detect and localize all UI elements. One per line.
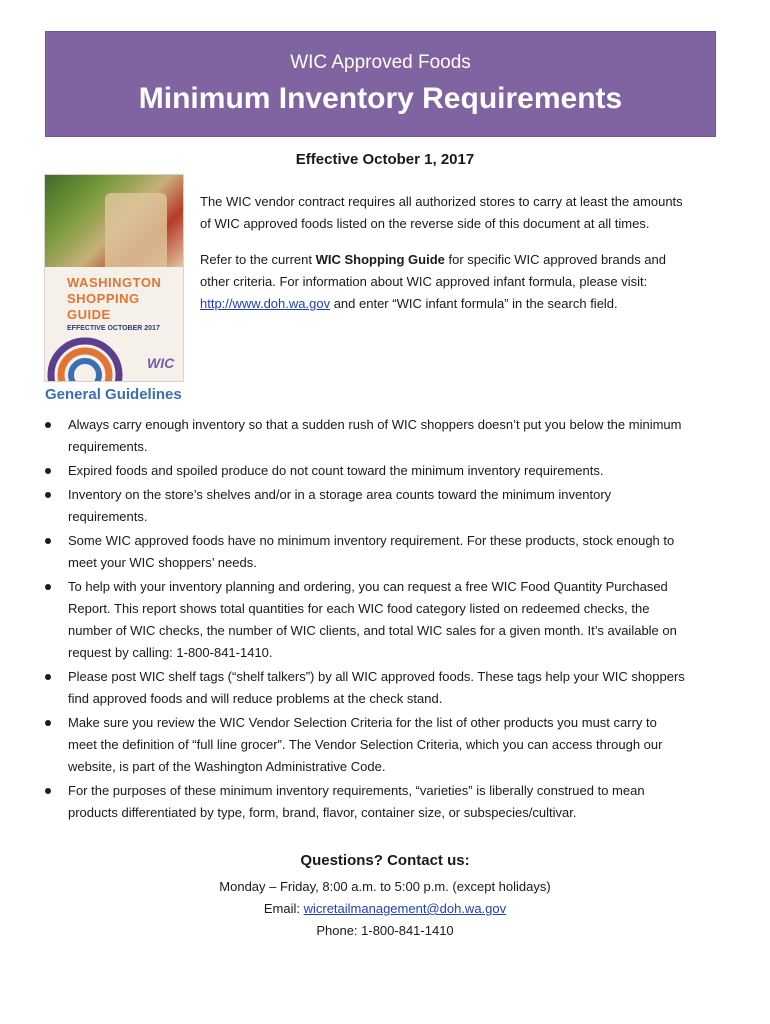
banner-title: Minimum Inventory Requirements — [138, 82, 623, 115]
cover-line-1: WASHINGTON — [67, 275, 162, 290]
list-item — [45, 666, 685, 710]
cover-line-3: GUIDE — [67, 307, 111, 322]
bullet-icon — [45, 584, 51, 590]
bullet-icon — [45, 422, 51, 428]
doh-website-link[interactable]: http://www.doh.wa.gov — [200, 296, 331, 311]
general-guidelines-heading: General Guidelines — [45, 386, 182, 403]
contact-section — [0, 850, 770, 942]
intro-paragraph-1: The WIC vendor contract requires all authorized stores to carry at least the amounts of WIC approved foods listed on the reverse side of this document at all times. — [200, 194, 683, 231]
shopping-guide-reference: WIC Shopping Guide — [315, 252, 445, 267]
bullet-icon — [45, 674, 51, 680]
phone-line: Phone: 1-800-841-1410 — [316, 923, 454, 938]
bullet-icon — [45, 720, 51, 726]
guidelines-list — [45, 414, 685, 826]
bullet-icon — [45, 538, 51, 544]
banner-subtitle: WIC Approved Foods — [290, 52, 471, 73]
intro-paragraph-2 — [200, 249, 690, 315]
bullet-icon — [45, 468, 51, 474]
wic-logo: WIC — [147, 355, 175, 371]
email-line — [0, 898, 770, 920]
list-item — [45, 530, 685, 574]
bullet-icon — [45, 492, 51, 498]
list-item-text: To help with your inventory planning and ordering, you can request a free WIC Food Quantity Purchased Report. This report shows total quantities for each WIC food category listed on redeemed checks, the number of WIC checks, the number of WIC clients, and total WIC sales for a given month. It’s available on request by calling: 1-800-841-1410. — [68, 579, 677, 660]
grocery-bag-shape — [105, 193, 167, 267]
email-link[interactable]: wicretailmanagement@doh.wa.gov — [303, 901, 507, 916]
list-item-text: Please post WIC shelf tags (“shelf talkers”) by all WIC approved foods. These tags help your WIC shoppers find approved foods and will reduce problems at the check stand. — [68, 669, 685, 706]
intro-p2-mid: for specific WIC approved brands and other criteria. For information about WIC approved infant formula, please visit: — [200, 252, 666, 289]
list-item-text: Always carry enough inventory so that a sudden rush of WIC shoppers doesn’t put you below the minimum requirements. — [68, 417, 682, 454]
list-item-text: Expired foods and spoiled produce do not count toward the minimum inventory requirements. — [68, 463, 604, 478]
list-item-text: Some WIC approved foods have no minimum inventory requirement. For these products, stock enough to meet your WIC shoppers’ needs. — [68, 533, 675, 570]
title-banner — [45, 31, 716, 137]
shopping-guide-cover-image — [44, 174, 184, 382]
intro-p2-after: and enter “WIC infant formula” in the search field. — [330, 296, 618, 311]
bullet-icon — [45, 788, 51, 794]
list-item — [45, 712, 685, 778]
list-item-text: For the purposes of these minimum inventory requirements, “varieties” is liberally construed to mean products differentiated by type, form, brand, flavor, container size, or subspecies/cultivar. — [68, 783, 645, 820]
list-item — [45, 576, 685, 664]
list-item — [45, 460, 685, 482]
intro-text — [200, 191, 690, 329]
cover-line-2: SHOPPING — [67, 291, 140, 306]
list-item-text: Make sure you review the WIC Vendor Selection Criteria for the list of other products you must carry to meet the definition of “full line grocer”. The Vendor Selection Criteria, which you can access through our website, is part of the Washington Administrative Code. — [68, 715, 663, 774]
contact-heading: Questions? Contact us: — [300, 852, 470, 869]
list-item — [45, 414, 685, 458]
list-item-text: Inventory on the store’s shelves and/or in a storage area counts toward the minimum inventory requirements. — [68, 487, 612, 524]
list-item — [45, 484, 685, 528]
effective-date: Effective October 1, 2017 — [295, 151, 475, 168]
list-item — [45, 780, 685, 824]
email-label: Email: — [263, 901, 304, 916]
intro-p2-before: Refer to the current — [200, 252, 316, 267]
cover-line-4: EFFECTIVE OCTOBER 2017 — [67, 325, 160, 332]
office-hours: Monday – Friday, 8:00 a.m. to 5:00 p.m. (except holidays) — [219, 879, 551, 894]
